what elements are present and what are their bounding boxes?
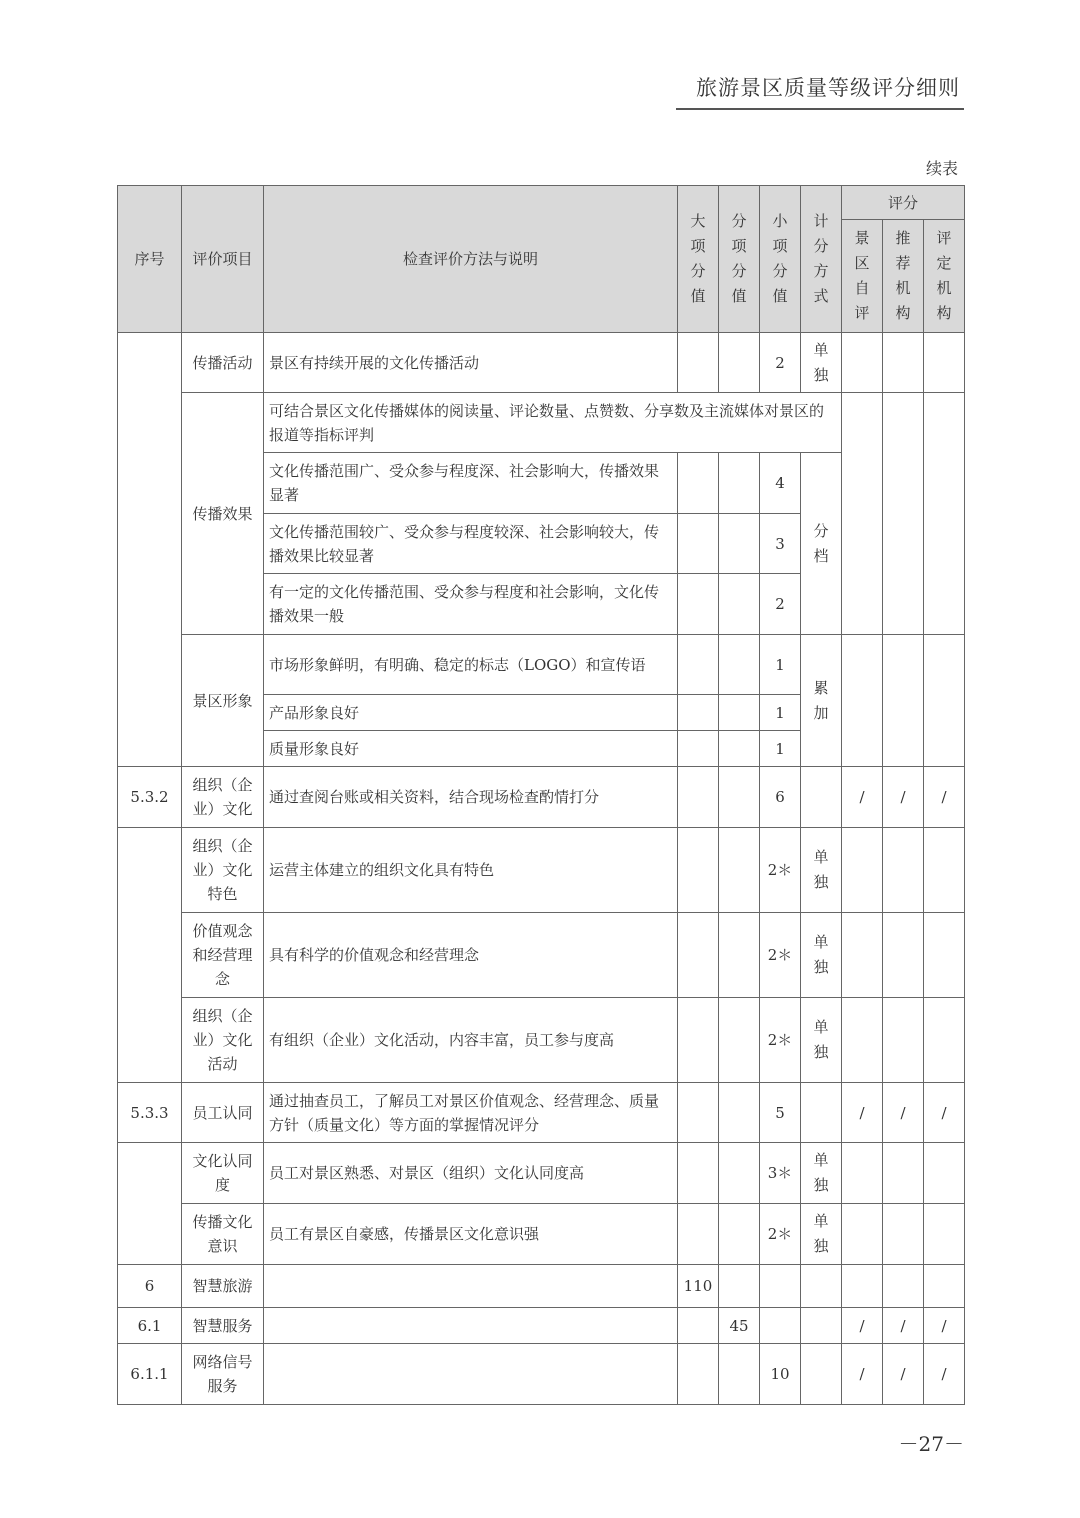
seq-cell: 5.3.2 — [118, 767, 182, 828]
table-row — [118, 393, 965, 453]
header-major: 大项分值 — [678, 186, 719, 333]
mode-cell: 累加 — [801, 635, 842, 767]
seq-cell: 6.1.1 — [118, 1344, 182, 1405]
rate-score: / — [924, 1083, 965, 1143]
table-row — [118, 1204, 965, 1265]
minor-score: 2＊ — [760, 828, 801, 913]
rate-score: / — [924, 767, 965, 828]
item-cell: 智慧服务 — [182, 1308, 264, 1344]
mode-cell: 单独 — [801, 913, 842, 998]
table-row — [118, 767, 965, 828]
major-score: 110 — [678, 1265, 719, 1308]
item-cell: 组织（企业）文化活动 — [182, 998, 264, 1083]
self-score: / — [842, 1083, 883, 1143]
item-cell: 价值观念和经营理念 — [182, 913, 264, 998]
rec-score: / — [883, 1308, 924, 1344]
desc-cell: 运营主体建立的组织文化具有特色 — [264, 828, 678, 913]
header-score: 评分 — [842, 186, 965, 220]
self-score: / — [842, 1308, 883, 1344]
header-method: 检查评价方法与说明 — [264, 186, 678, 333]
header-mode: 计分方式 — [801, 186, 842, 333]
mode-cell: 单独 — [801, 828, 842, 913]
table-row — [118, 998, 965, 1083]
minor-score: 2＊ — [760, 913, 801, 998]
minor-score: 3 — [760, 514, 801, 574]
table-row — [118, 828, 965, 913]
desc-cell: 产品形象良好 — [264, 695, 678, 731]
note-cell: 可结合景区文化传播媒体的阅读量、评论数量、点赞数、分享数及主流媒体对景区的报道等指标评判 — [264, 393, 842, 453]
seq-cell-empty — [118, 333, 182, 767]
seq-cell: 6 — [118, 1265, 182, 1308]
item-cell: 传播文化意识 — [182, 1204, 264, 1265]
minor-score: 2 — [760, 574, 801, 635]
mode-cell: 单独 — [801, 333, 842, 393]
desc-cell: 通过抽查员工，了解员工对景区价值观念、经营理念、质量方针（质量文化）等方面的掌握情况评分 — [264, 1083, 678, 1143]
rate-score: / — [924, 1308, 965, 1344]
minor-score: 1 — [760, 731, 801, 767]
minor-score: 5 — [760, 1083, 801, 1143]
item-cell: 组织（企业）文化 — [182, 767, 264, 828]
seq-cell-empty — [118, 828, 182, 1083]
desc-cell: 有一定的文化传播范围、受众参与程度和社会影响，文化传播效果一般 — [264, 574, 678, 635]
table-row — [118, 1083, 965, 1143]
sub-score: 45 — [719, 1308, 760, 1344]
header-minor: 小项分值 — [760, 186, 801, 333]
header-item: 评价项目 — [182, 186, 264, 333]
desc-cell: 市场形象鲜明，有明确、稳定的标志（LOGO）和宣传语 — [264, 635, 678, 695]
rec-score: / — [883, 1344, 924, 1405]
item-cell: 传播活动 — [182, 333, 264, 393]
mode-cell: 单独 — [801, 998, 842, 1083]
table-row — [118, 333, 965, 393]
mode-cell: 单独 — [801, 1204, 842, 1265]
rec-score: / — [883, 1083, 924, 1143]
minor-score: 6 — [760, 767, 801, 828]
table-row — [118, 635, 965, 695]
desc-cell: 员工有景区自豪感，传播景区文化意识强 — [264, 1204, 678, 1265]
self-score: / — [842, 1344, 883, 1405]
seq-cell: 6.1 — [118, 1308, 182, 1344]
table-row — [118, 913, 965, 998]
table-row — [118, 1143, 965, 1204]
continued-label: 续表 — [925, 159, 958, 178]
header-rate: 评定机构 — [924, 220, 965, 333]
desc-cell: 质量形象良好 — [264, 731, 678, 767]
table-row — [118, 1344, 965, 1405]
item-cell: 文化认同度 — [182, 1143, 264, 1204]
mode-cell: 分档 — [801, 453, 842, 635]
minor-score: 2 — [760, 333, 801, 393]
item-cell: 智慧旅游 — [182, 1265, 264, 1308]
desc-cell: 文化传播范围较广、受众参与程度较深、社会影响较大，传播效果比较显著 — [264, 514, 678, 574]
scoring-table — [117, 185, 965, 1405]
desc-cell: 文化传播范围广、受众参与程度深、社会影响大，传播效果显著 — [264, 453, 678, 514]
minor-score: 1 — [760, 695, 801, 731]
item-cell: 员工认同 — [182, 1083, 264, 1143]
page-number: －27－ — [898, 1432, 964, 1456]
rate-score: / — [924, 1344, 965, 1405]
desc-cell: 通过查阅台账或相关资料，结合现场检查酌情打分 — [264, 767, 678, 828]
desc-cell: 景区有持续开展的文化传播活动 — [264, 333, 678, 393]
table-row — [118, 1308, 965, 1344]
header-self: 景区自评 — [842, 220, 883, 333]
item-cell: 网络信号服务 — [182, 1344, 264, 1405]
minor-score: 4 — [760, 453, 801, 514]
minor-score: 10 — [760, 1344, 801, 1405]
rec-score: / — [883, 767, 924, 828]
desc-cell: 具有科学的价值观念和经营理念 — [264, 913, 678, 998]
header-sub: 分项分值 — [719, 186, 760, 333]
header-seq: 序号 — [118, 186, 182, 333]
table-row — [118, 1265, 965, 1308]
seq-cell: 5.3.3 — [118, 1083, 182, 1143]
desc-cell: 员工对景区熟悉、对景区（组织）文化认同度高 — [264, 1143, 678, 1204]
minor-score: 2＊ — [760, 1204, 801, 1265]
self-score: / — [842, 767, 883, 828]
desc-cell: 有组织（企业）文化活动，内容丰富，员工参与度高 — [264, 998, 678, 1083]
running-head: 旅游景区质量等级评分细则 — [676, 72, 964, 110]
minor-score: 3＊ — [760, 1143, 801, 1204]
item-cell: 传播效果 — [182, 393, 264, 635]
minor-score: 1 — [760, 635, 801, 695]
item-cell: 景区形象 — [182, 635, 264, 767]
header-rec: 推荐机构 — [883, 220, 924, 333]
mode-cell: 单独 — [801, 1143, 842, 1204]
item-cell: 组织（企业）文化特色 — [182, 828, 264, 913]
seq-cell-empty — [118, 1143, 182, 1265]
minor-score: 2＊ — [760, 998, 801, 1083]
